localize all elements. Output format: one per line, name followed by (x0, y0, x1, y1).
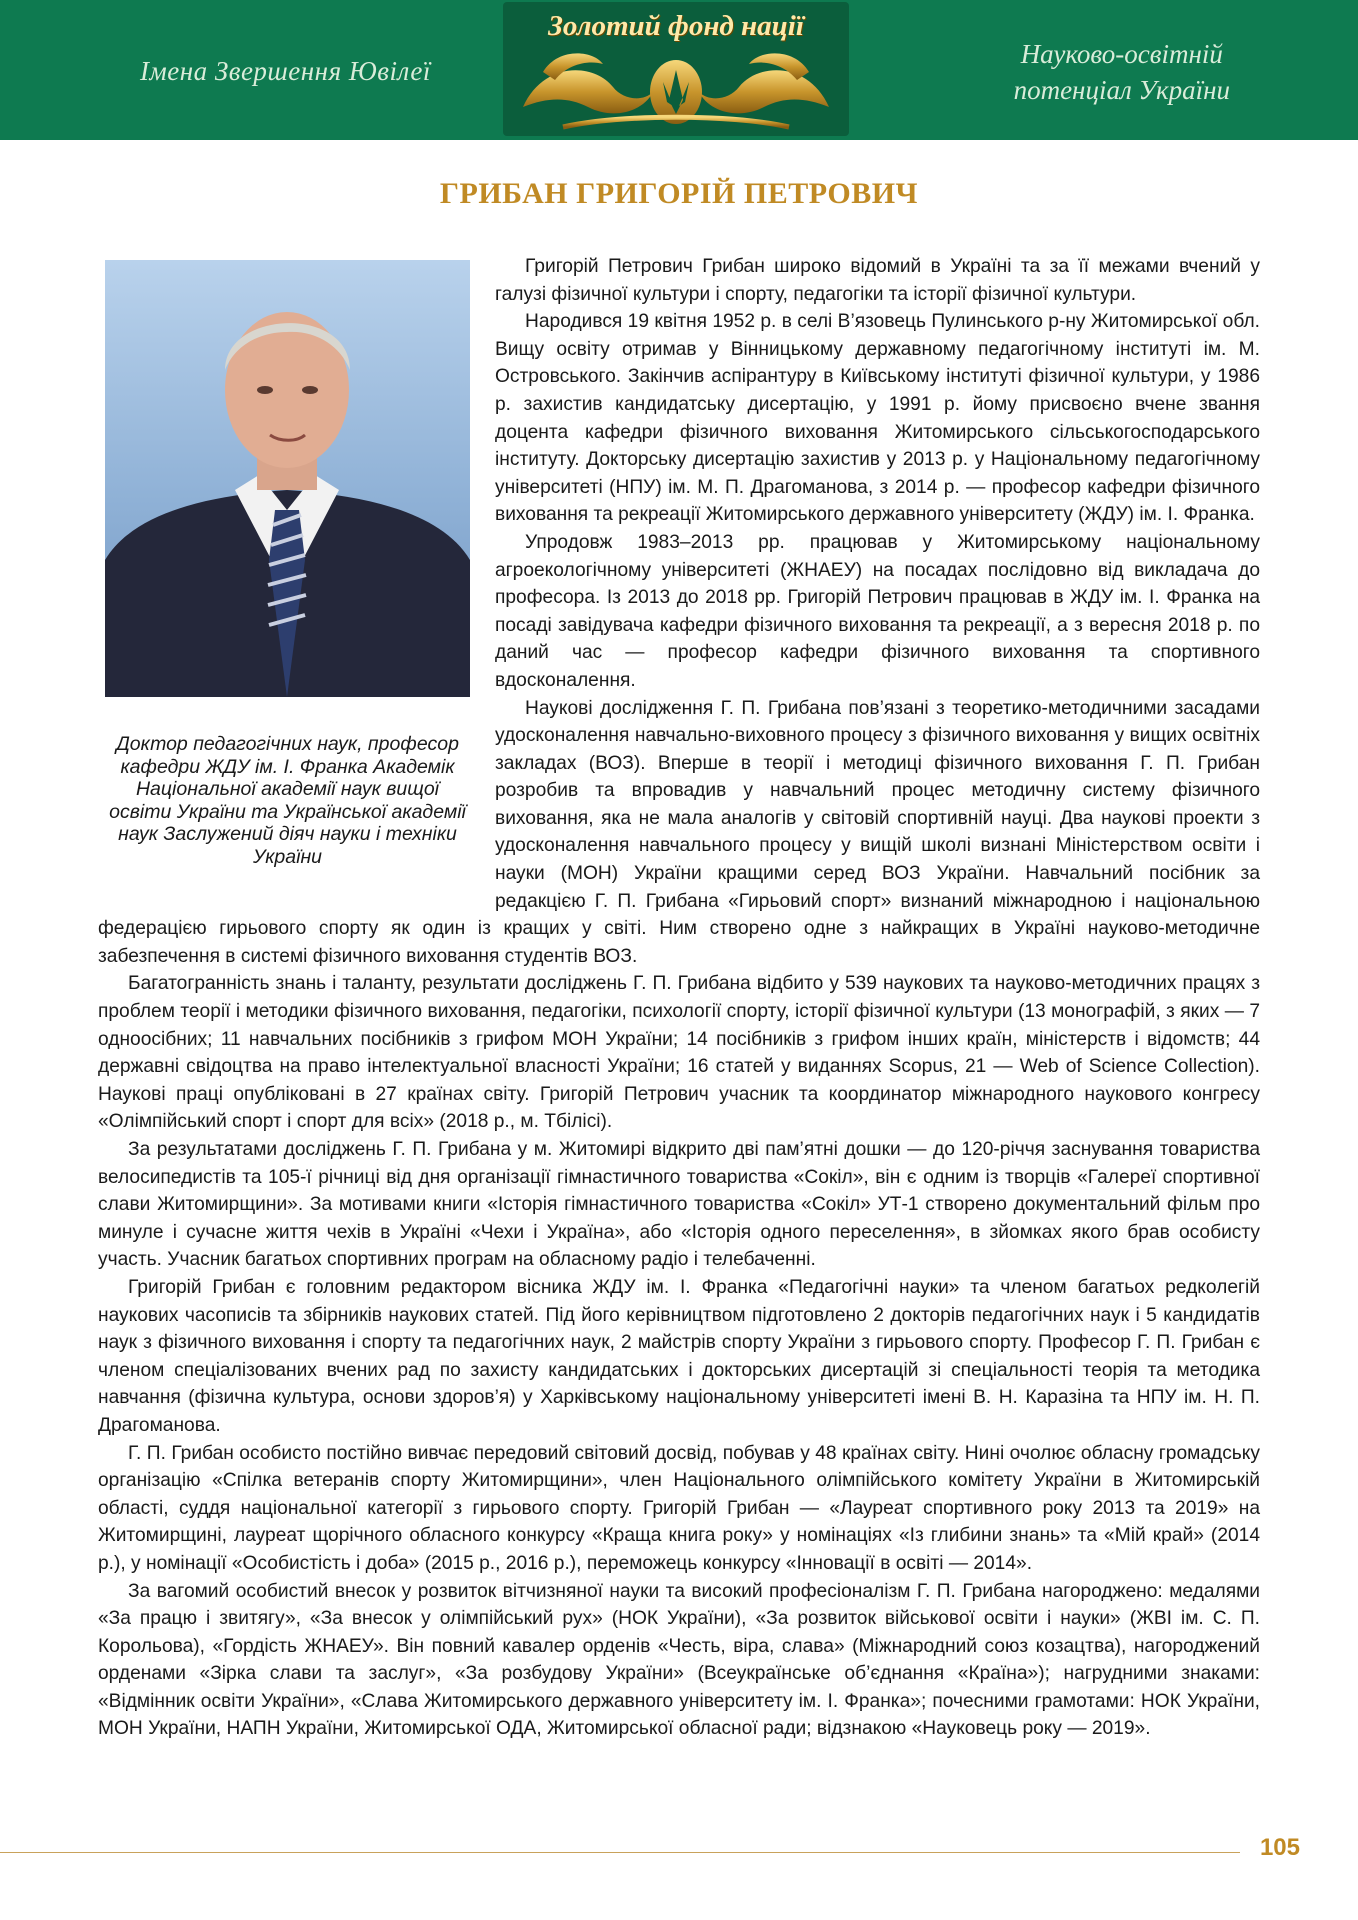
footer-divider (0, 1852, 1240, 1853)
article-title: ГРИБАН ГРИГОРІЙ ПЕТРОВИЧ (439, 177, 919, 210)
paragraph-3: Упродовж 1983–2013 рр. працював у Житомирському національному агроекологічному університеті (ЖНАЕУ) на посадах послідовно від викладача до професора. Із 2013 до 2018 рр. Григорій Петрович працював в ЖДУ ім. І. Франка на посаді завідувача кафедри фізичного виховання та рекреації, а з вересня 2018 р. по даний час — професор кафедри фізичного виховання та спортивного вдосконалення. (495, 531, 1260, 691)
emblem-title: Золотий фонд нації (548, 10, 804, 42)
paragraph-4: Наукові дослідження Г. П. Грибана пов’язані з теоретико-методичними засадами удосконалення навчально-виховного процесу з фізичного виховання у вищих освітніх закладах (ВОЗ). Вперше в теорії і методиці фізичного виховання Г. П. Грибан розробив та впровадив у навчальний процес методичну систему фізичного виховання, яка не мала аналогів у світовій спортивній науці. Два наукові проекти з удосконалення навчального процесу у вищій школі визнані Міністерством освіти і науки (МОН) України кращими серед ВОЗ України. Навчальний посібник за редакцією Г. П. Грибана «Гирьовий спорт» визнаний міжнародною і національною федерацією гирьового спорту як один із кращих у світі. Ним створено одне з найкращих в Україні науково-методичне забезпечення в системі фізичного виховання студентів ВОЗ. (98, 697, 1260, 967)
header-right-line-1: Науково-освітній (1020, 39, 1223, 69)
page-number: 105 (1259, 1834, 1300, 1861)
header-left-tagline: Імена Звершення Ювілеї (140, 56, 431, 86)
paragraph-7: Григорій Грибан є головним редактором вісника ЖДУ ім. І. Франка «Педагогічні науки» та членом багатьох редколегій наукових часописів та збірників наукових статей. Під його керівництвом підготовлено 2 докторів педагогічних наук і 5 кандидатів наук з фізичного виховання і спорту та педагогічних наук, 2 майстрів спорту України з гирьового спорту. Професор Г. П. Грибан є членом спеціалізованих вчених рад по захисту кандидатських і докторських дисертацій зі спеціальності теорія та методика навчання (фізична культура, основи здоров’я) у Харківському національному університеті імені В. Н. Каразіна та НПУ ім. Н. П. Драгоманова. (98, 1276, 1260, 1436)
paragraph-1: Григорій Петрович Грибан широко відомий в Україні та за її межами вчений у галузі фізичної культури і спорту, педагогіки та історії фізичної культури. (495, 256, 1260, 305)
paragraph-6: За результатами досліджень Г. П. Грибана у м. Житомирі відкрито дві пам’ятні дошки — до 120-річчя заснування товариства велосипедистів та 105-ї річниці від дня організації гімнастичного товариства «Сокіл», він є одним із творців «Галереї спортивної слави Житомирщини». За мотивами книги «Історія гімнастичного товариства «Сокіл» УТ-1 створено документальний фільм про минуле і сучасне життя чехів в Україні «Чехи і Україна», або «Історія одного переселення», в зйомках якого брав особисту участь. Учасник багатьох спортивних програм на обласному радіо і телебаченні. (98, 1139, 1260, 1271)
header-band (0, 0, 1358, 140)
header-right-line-2: потенціал України (1013, 75, 1230, 106)
photo-float-spacer (98, 253, 495, 898)
paragraph-8: Г. П. Грибан особисто постійно вивчає передовий світовий досвід, побував у 48 країнах світу. Нині очолює обласну громадську організацію «Спілка ветеранів спорту Житомирщини», член Національного олімпійського комітету України в Житомирській області, суддя національної категорії з гирьового спорту. Григорій Грибан — «Лауреат спортивного року 2013 та 2019» на Житомирщині, лауреат щорічного обласного конкурсу «Краща книга року» у номінаціях «Із глибини знань» та «Мій край» (2014 р.), у номінації «Особистість і доба» (2015 р., 2016 р.), переможець конкурсу «Інновації в освіті — 2014». (98, 1442, 1260, 1574)
photo-caption: Доктор педагогічних наук, професор кафедри ЖДУ ім. І. Франка Академік Національної академії наук вищої освіти України та Української академії наук Заслужений діяч науки і техніки України (109, 733, 466, 868)
paragraph-9: За вагомий особистий внесок у розвиток вітчизняної науки та високий професіоналізм Г. П. Грибана нагороджено: медалями «За працю і звитягу», «За внесок у олімпійський рух» (НОК України), «За розвиток військової освіти і науки» (ЖВІ ім. С. П. Корольова), «Гордість ЖНАЕУ». Він повний кавалер орденів «Честь, віра, слава» (Міжнародний союз козацтва), нагороджений орденами «Зірка слави та заслуг», «За розбудову України» (Всеукраїнське об’єднання «Країна»); нагрудними знаками: «Відмінник освіти України», «Слава Житомирського державного університету ім. І. Франка»; почесними грамотами: НОК України, МОН України, НАПН України, Житомирської ОДА, Житомирської обласної ради; відзнакою «Науковець року — 2019». (98, 1580, 1260, 1740)
article-body (98, 253, 1260, 1743)
paragraph-2: Народився 19 квітня 1952 р. в селі В’язовець Пулинського р-ну Житомирської обл. Вищу освіту отримав у Вінницькому державному педагогічному інституті ім. М. Островського. Закінчив аспірантуру в Київському інституті фізичної культури, у 1986 р. захистив кандидатську дисертацію, у 1991 р. йому присвоєно вчене звання доцента кафедри фізичного виховання Житомирського сільськогосподарського інституту. Докторську дисертацію захистив у 2013 р. у Національному педагогічному університеті (НПУ) ім. М. П. Драгоманова, з 2014 р. — професор кафедри фізичного виховання та рекреації Житомирського державного університету (ЖДУ) ім. І. Франка. (495, 311, 1260, 526)
paragraph-5: Багатогранність знань і таланту, результати досліджень Г. П. Грибана відбито у 539 наукових та науково-методичних працях з проблем теорії і методики фізичного виховання, педагогіки, психології спорту, історії фізичної культури (13 монографій, з яких — 7 одноосібних; 11 навчальних посібників з грифом МОН України; 14 посібників з грифом інших країн, міністерств і відомств; 44 державні свідоцтва на право інтелектуальної власності України; 16 статей у виданнях Scopus, 21 — Web of Science Collection). Наукові праці опубліковані в 27 країнах світу. Григорій Петрович учасник та координатор міжнародного наукового конгресу «Олімпійський спорт і спорт для всіх» (2018 р., м. Тбілісі). (98, 973, 1260, 1133)
header-right-tagline (1014, 36, 1230, 109)
golden-fund-emblem (503, 2, 849, 136)
